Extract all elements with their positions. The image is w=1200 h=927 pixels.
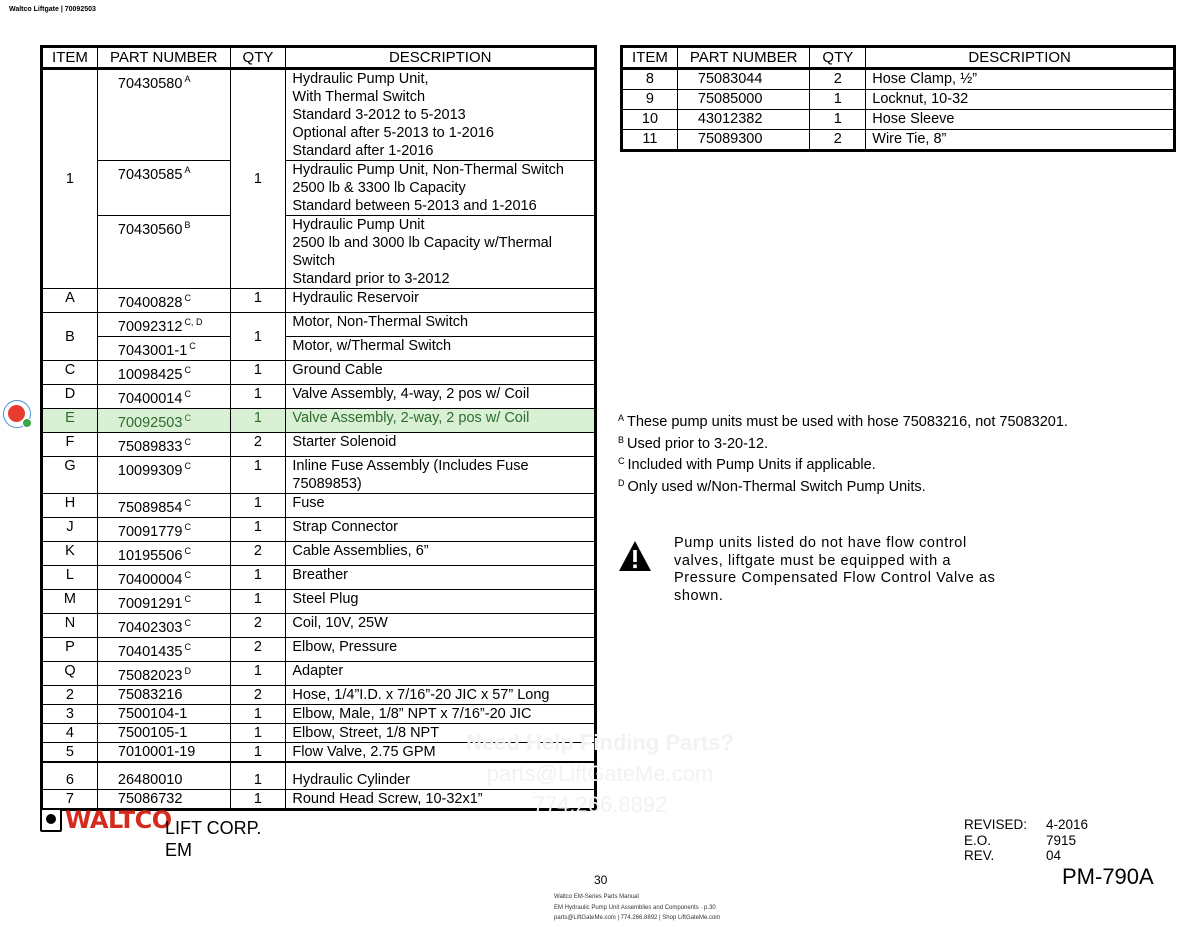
item-cell: 10 — [622, 110, 678, 130]
document-title: Waltco Liftgate | 70092503 — [9, 6, 96, 13]
qty-cell: 1 — [230, 494, 286, 518]
parts-table-left — [40, 45, 597, 811]
qty-cell: 2 — [810, 69, 866, 90]
qty-cell: 1 — [230, 590, 286, 614]
header-item: ITEM — [622, 47, 678, 69]
part-number-cell: 70092503 $^C$ — [97, 409, 230, 433]
description-cell: Hydraulic Pump Unit, With Thermal Switch Standard 3-2012 to 5-2013 Optional after 5-2013 to 1-2016 Standard after 1-2016 — [286, 69, 596, 161]
item-cell: H — [42, 494, 98, 518]
footnote: $^A$ These pump units must be used with hose 75083216, not 75083201. — [618, 413, 1068, 430]
footer-meta: Waltco EM-Series Parts Manual EM Hydraulic Pump Unit Assemblies and Components · p.30 parts@LiftGateMe.com | 774.266.8892 | Shop LiftGateMe.com — [554, 894, 721, 921]
qty-cell: 1 — [230, 385, 286, 409]
part-number-cell: 70430580 $^A$ — [97, 69, 230, 161]
table-row — [42, 614, 596, 638]
part-number-cell: 7500104-1 — [97, 705, 230, 724]
item-cell: P — [42, 638, 98, 662]
description-cell: Valve Assembly, 2-way, 2 pos w/ Coil — [286, 409, 596, 433]
description-cell: Inline Fuse Assembly (Includes Fuse 75089853) — [286, 457, 596, 494]
table-row — [42, 662, 596, 686]
part-number-cell: 70430585 $^A$ — [97, 161, 230, 216]
description-cell: Motor, Non-Thermal Switch — [286, 313, 596, 337]
qty-cell: 2 — [230, 614, 286, 638]
warning-triangle-icon — [618, 540, 652, 572]
part-number-cell: 75089300 — [677, 130, 810, 151]
table-row — [42, 705, 596, 724]
table-row — [42, 69, 596, 161]
table-header-row — [42, 47, 596, 69]
item-cell: 9 — [622, 90, 678, 110]
qty-cell: 1 — [230, 762, 286, 790]
waltco-logo — [40, 806, 172, 833]
item-cell: K — [42, 542, 98, 566]
table-row — [42, 494, 596, 518]
checkmark-icon — [22, 418, 32, 428]
qty-cell: 1 — [230, 313, 286, 361]
item-cell: 8 — [622, 69, 678, 90]
item-cell: 11 — [622, 130, 678, 151]
part-number-cell: 7010001-19 — [97, 743, 230, 763]
waltco-logo-icon — [40, 808, 62, 832]
qty-cell: 1 — [230, 662, 286, 686]
qty-cell: 1 — [810, 90, 866, 110]
qty-cell: 2 — [810, 130, 866, 151]
header-qty: QTY — [230, 47, 286, 69]
warning-text: Pump units listed do not have flow control valves, liftgate must be equipped with a Pressure Compensated Flow Control Valve as shown. — [674, 535, 996, 604]
table-row — [42, 542, 596, 566]
qty-cell: 1 — [230, 566, 286, 590]
part-number-cell: 70401435 $^C$ — [97, 638, 230, 662]
item-cell: 5 — [42, 743, 98, 763]
description-cell: Hydraulic Pump Unit 2500 lb and 3000 lb Capacity w/Thermal Switch Standard prior to 3-2012 — [286, 216, 596, 289]
part-number-cell: 70092312 $^{C, D}$ — [97, 313, 230, 337]
item-cell: 2 — [42, 686, 98, 705]
qty-cell: 1 — [230, 518, 286, 542]
item-cell: 1 — [42, 69, 98, 289]
description-cell: Motor, w/Thermal Switch — [286, 337, 596, 361]
table-row — [42, 337, 596, 361]
item-cell: 7 — [42, 790, 98, 810]
table-row — [622, 90, 1175, 110]
footnote: $^B$ Used prior to 3-20-12. — [618, 434, 769, 452]
header-qty: QTY — [810, 47, 866, 69]
header-part-number: PART NUMBER — [97, 47, 230, 69]
item-cell: C — [42, 361, 98, 385]
table-header-row — [622, 47, 1175, 69]
table-row — [42, 518, 596, 542]
footnotes — [618, 410, 1068, 496]
part-number-cell: 75083216 — [97, 686, 230, 705]
qty-cell: 1 — [230, 289, 286, 313]
table-row — [42, 433, 596, 457]
part-number-cell: 7500105-1 — [97, 724, 230, 743]
item-cell: E — [42, 409, 98, 433]
description-cell: Ground Cable — [286, 361, 596, 385]
description-cell: Hose Sleeve — [866, 110, 1175, 130]
parts-table-right — [620, 45, 1176, 152]
part-number-cell: 10098425 $^C$ — [97, 361, 230, 385]
item-cell: 6 — [42, 762, 98, 790]
description-cell: Adapter — [286, 662, 596, 686]
item-cell: A — [42, 289, 98, 313]
footnote: $^C$ Included with Pump Units if applicable. — [618, 456, 876, 473]
table-row — [42, 216, 596, 289]
description-cell: Strap Connector — [286, 518, 596, 542]
description-cell: Hose, 1/4”I.D. x 7/16”-20 JIC x 57” Long — [286, 686, 596, 705]
item-cell: Q — [42, 662, 98, 686]
watermark: Need Help Finding Parts? parts@LiftGateMe.com 774.266.8892 — [466, 730, 734, 817]
item-cell: L — [42, 566, 98, 590]
qty-cell: 1 — [810, 110, 866, 130]
item-cell: D — [42, 385, 98, 409]
description-cell: Cable Assemblies, 6” — [286, 542, 596, 566]
part-number-cell: 75086732 — [97, 790, 230, 810]
part-number-cell: 70091779 $^C$ — [97, 518, 230, 542]
qty-cell: 2 — [230, 433, 286, 457]
part-number-cell: 75089833 $^C$ — [97, 433, 230, 457]
description-cell: Hydraulic Pump Unit, Non-Thermal Switch 2500 lb & 3300 lb Capacity Standard between 5-2013 and 1-2016 — [286, 161, 596, 216]
table-row — [42, 686, 596, 705]
table-row — [622, 110, 1175, 130]
description-cell: Elbow, Pressure — [286, 638, 596, 662]
qty-cell: 1 — [230, 361, 286, 385]
table-row — [42, 289, 596, 313]
description-cell: Hydraulic Cylinder — [286, 762, 596, 790]
page-number: 30 — [594, 873, 608, 887]
description-cell: Elbow, Male, 1/8” NPT x 7/16”-20 JIC — [286, 705, 596, 724]
part-number-cell: 10195506 $^C$ — [97, 542, 230, 566]
description-cell: Hose Clamp, ½” — [866, 69, 1175, 90]
qty-cell: 1 — [230, 457, 286, 494]
table-row-highlighted[interactable] — [42, 409, 596, 433]
item-cell: J — [42, 518, 98, 542]
item-cell: 4 — [42, 724, 98, 743]
description-cell: Starter Solenoid — [286, 433, 596, 457]
qty-cell: 1 — [230, 790, 286, 810]
footnote: $^D$ Only used w/Non-Thermal Switch Pump Units. — [618, 477, 926, 495]
qty-cell: 2 — [230, 686, 286, 705]
table-row — [622, 69, 1175, 90]
description-cell: Locknut, 10-32 — [866, 90, 1175, 110]
part-number-cell: 70402303 $^C$ — [97, 614, 230, 638]
qty-cell: 1 — [230, 724, 286, 743]
part-number-cell: 70091291 $^C$ — [97, 590, 230, 614]
header-item: ITEM — [42, 47, 98, 69]
item-cell: G — [42, 457, 98, 494]
part-number-cell: 43012382 — [677, 110, 810, 130]
item-cell: 3 — [42, 705, 98, 724]
table-row — [42, 638, 596, 662]
item-cell: B — [42, 313, 98, 361]
table-row — [622, 130, 1175, 151]
description-cell: Round Head Screw, 10-32x1” — [286, 790, 596, 810]
description-cell: Valve Assembly, 4-way, 2 pos w/ Coil — [286, 385, 596, 409]
description-cell: Flow Valve, 2.75 GPM — [286, 743, 596, 763]
description-cell: Wire Tie, 8” — [866, 130, 1175, 151]
part-number-cell: 70400004 $^C$ — [97, 566, 230, 590]
header-description: DESCRIPTION — [866, 47, 1175, 69]
table-row — [42, 457, 596, 494]
item-cell: N — [42, 614, 98, 638]
header-part-number: PART NUMBER — [677, 47, 810, 69]
part-number-cell: 26480010 — [97, 762, 230, 790]
manual-code: PM-790A — [1062, 864, 1154, 889]
part-number-cell: 70400828 $^C$ — [97, 289, 230, 313]
qty-cell: 2 — [230, 542, 286, 566]
item-cell: M — [42, 590, 98, 614]
qty-cell: 2 — [230, 638, 286, 662]
revision-block: REVISED: 4-2016 E.O. 7915 REV. 04 — [964, 817, 1089, 863]
liftgate-part-icon[interactable] — [3, 400, 31, 428]
part-number-cell: 7043001-1 $^C$ — [97, 337, 230, 361]
qty-cell: 1 — [230, 743, 286, 763]
description-cell: Breather — [286, 566, 596, 590]
part-number-cell: 10099309 $^C$ — [97, 457, 230, 494]
table-row — [42, 361, 596, 385]
table-row — [42, 313, 596, 337]
qty-cell: 1 — [230, 69, 286, 289]
part-number-cell: 70400014 $^C$ — [97, 385, 230, 409]
item-cell: F — [42, 433, 98, 457]
logo-wordmark: WALTCO — [65, 805, 172, 834]
qty-cell: 1 — [230, 705, 286, 724]
company-name: LIFT CORP. EM — [165, 818, 262, 860]
table-row — [42, 590, 596, 614]
description-cell: Fuse — [286, 494, 596, 518]
part-number-cell: 70430560 $^B$ — [97, 216, 230, 289]
part-number-cell: 75085000 — [677, 90, 810, 110]
description-cell: Steel Plug — [286, 590, 596, 614]
header-description: DESCRIPTION — [286, 47, 596, 69]
table-row — [42, 161, 596, 216]
part-number-cell: 75082023 $^D$ — [97, 662, 230, 686]
description-cell: Elbow, Street, 1/8 NPT — [286, 724, 596, 743]
description-cell: Hydraulic Reservoir — [286, 289, 596, 313]
part-number-cell: 75089854 $^C$ — [97, 494, 230, 518]
qty-cell: 1 — [230, 409, 286, 433]
table-row — [42, 566, 596, 590]
part-number-cell: 75083044 — [677, 69, 810, 90]
table-row — [42, 385, 596, 409]
description-cell: Coil, 10V, 25W — [286, 614, 596, 638]
